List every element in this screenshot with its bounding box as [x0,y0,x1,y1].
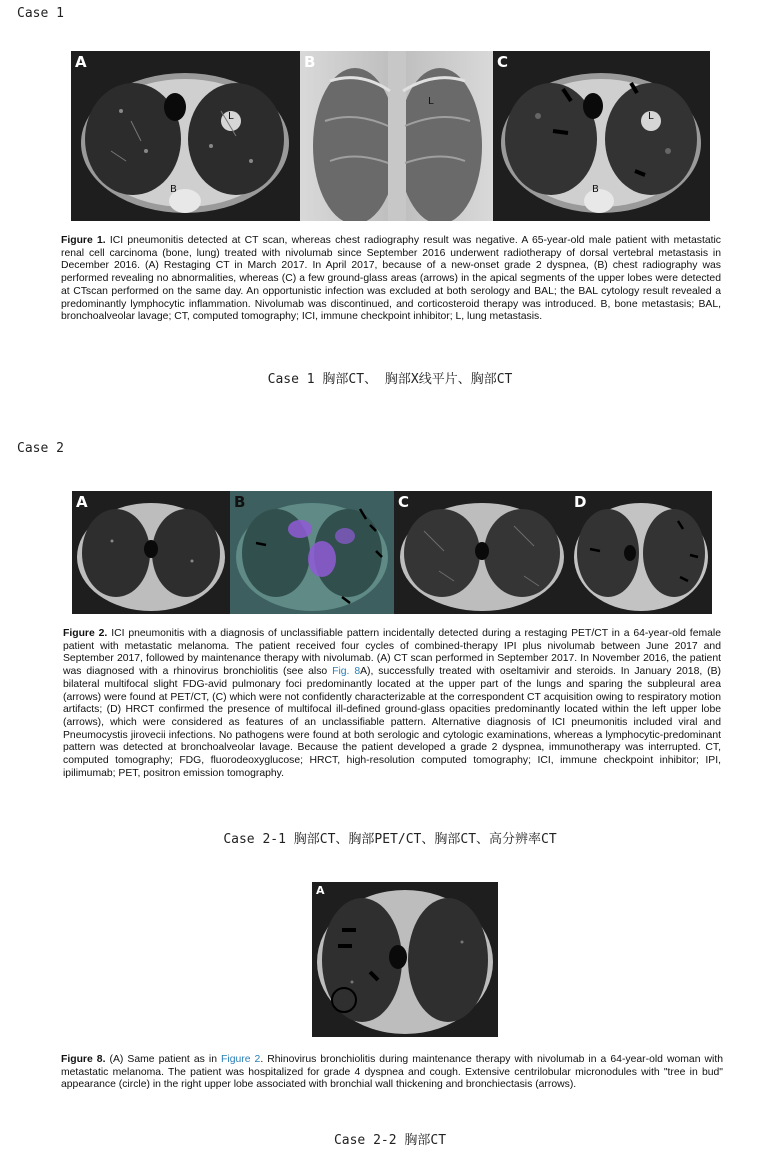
panel-letter-a: A [316,884,325,897]
pet-ct-image [230,491,394,614]
figure2-label: Figure 2. [63,628,108,639]
panel-letter-b: B [234,493,246,511]
ct-scan-image [72,491,230,614]
figure1-text: ICI pneumonitis detected at CT scan, whereas chest radiography result was negative. A 65-year-old male patient with metastatic renal cell carcinoma (bone, lung) treated with nivolumab since September 2016 underwent radiotherapy of dorsal vertebral metastasis in December 2016. (A) Restaging CT in March 2017. In April 2017, because of a new-onset grade 2 dyspnea, (B) chest radiography was performed revealing no abnormalities, whereas (C) a few ground-glass areas (arrows) in the apical segments of the upper lobes were detected at CTscan performed on the same day. An opportunistic infection was excluded at both serology and BAL; the BAL cytology result revealed a predominantly lymphocytic inflammation. Nivolumab was discontinued, and corticosteroid therapy was introduced. B, bone metastasis; BAL, bronchoalveolar lavage; CT, computed tomography; ICI, immune checkpoint inhibitor; L, lung metastasis. [61,235,722,323]
figure8-text-part2: . Rhinovirus bronchiolitis during maintenance therapy with nivolumab in a 64-year-old woman with metastatic melanoma. The patient was hospitalized for grade 4 dyspnea and cough. Extensive centrilobular micronodules with "tree in bud" appearance (circle) in the right upper lobe associated with bronchial wall thickening and bronchiectasis (arrows). [61,1054,724,1091]
figure2-panel-c [394,491,570,614]
ct-scan-image [71,51,300,221]
case1-caption: Case 1 胸部CT、 胸部X线平片、胸部CT [267,372,513,387]
figure2-image-strip [72,491,712,614]
chest-radiograph-image [300,51,493,221]
case1-heading: Case 1 [17,6,64,21]
ct-scan-image [493,51,710,221]
figure1-panel-b [300,51,493,221]
figure8-image [312,882,498,1037]
figure2-text-part1: ICI pneumonitis with a diagnosis of unclassifiable pattern incidentally detected during a restaging PET/CT in a 64-year-old female patient with metastatic melanoma. The patient received four cycles of combined-therapy IPI plus nivolumab between June 2017 and September 2017, followed by maintenance therapy with nivolumab. (A) CT scan performed in September 2017. In November 2016, the patient was diagnosed with a rhinovirus bronchiolitis (see also [63,628,721,678]
figure8-caption [61,1054,723,1092]
figure2-panel-b [230,491,394,614]
figure1-image-strip [71,51,710,221]
lung-metastasis-label: L [228,111,234,122]
figure8-label: Figure 8. [61,1054,106,1065]
panel-letter-c: C [398,493,410,511]
figure1-panel-a [71,51,300,221]
panel-letter-c: C [497,53,509,71]
lung-metastasis-label: L [648,111,654,122]
figure2-link[interactable]: Figure 2 [221,1054,261,1065]
case2-2-caption: Case 2-2 胸部CT [333,1133,447,1148]
figure2-caption [63,628,721,780]
figure2-panel-d [570,491,712,614]
figure1-panel-c [493,51,710,221]
figure8-link[interactable]: Fig. 8 [332,666,361,678]
panel-letter-d: D [574,493,587,511]
ct-scan-image [394,491,570,614]
panel-letter-b: B [304,53,316,71]
lung-metastasis-label: L [428,96,434,107]
figure2-panel-a [72,491,230,614]
figure1-caption [61,235,721,324]
bone-metastasis-label: B [592,184,599,195]
panel-letter-a: A [76,493,88,511]
panel-letter-a: A [75,53,87,71]
figure8-text-part1: (A) Same patient as in [109,1054,217,1065]
case2-1-caption: Case 2-1 胸部CT、胸部PET/CT、胸部CT、高分辨率CT [223,832,557,847]
ct-scan-image [312,882,498,1037]
case2-heading: Case 2 [17,441,64,456]
figure8-panel-a [312,882,498,1037]
figure1-label: Figure 1. [61,235,106,246]
figure2-text-part2: A), successfully treated with oseltamivir and steroids. In January 2018, (B) bilateral multifocal slight FDG-avid pulmonary foci predominantly located at the upper part of the lungs and sparing the subpleural area (arrows) were found at PET/CT, (C) which were not confidently characterizable at the correspondent CT acquisition owing to respiratory motion artifacts; (D) HRCT confirmed the presence of multifocal ill-defined ground-glass opacities predominantly located within the left upper lobe (arrows), which were considered as features of an unclassifiable pattern. Alternative diagnosis of ICI pneumonitis included viral and Pneumocystis jirovecii infections. No pathogens were found at both serologic and cytologic examinations, whereas a lymphocytic-predominant pattern was detected at bronchoalveolar lavage. Because the patient developed a grade 2 dyspnea, immunotherapy was interrupted. CT, computed tomography; FDG, fluorodeoxyglucose; HRCT, high-resolution computed tomography; ICI, immune checkpoint inhibitor; IPI, ipilimumab; PET, positron emission tomography. [63,666,721,779]
bone-metastasis-label: B [170,184,177,195]
hrct-image [570,491,712,614]
